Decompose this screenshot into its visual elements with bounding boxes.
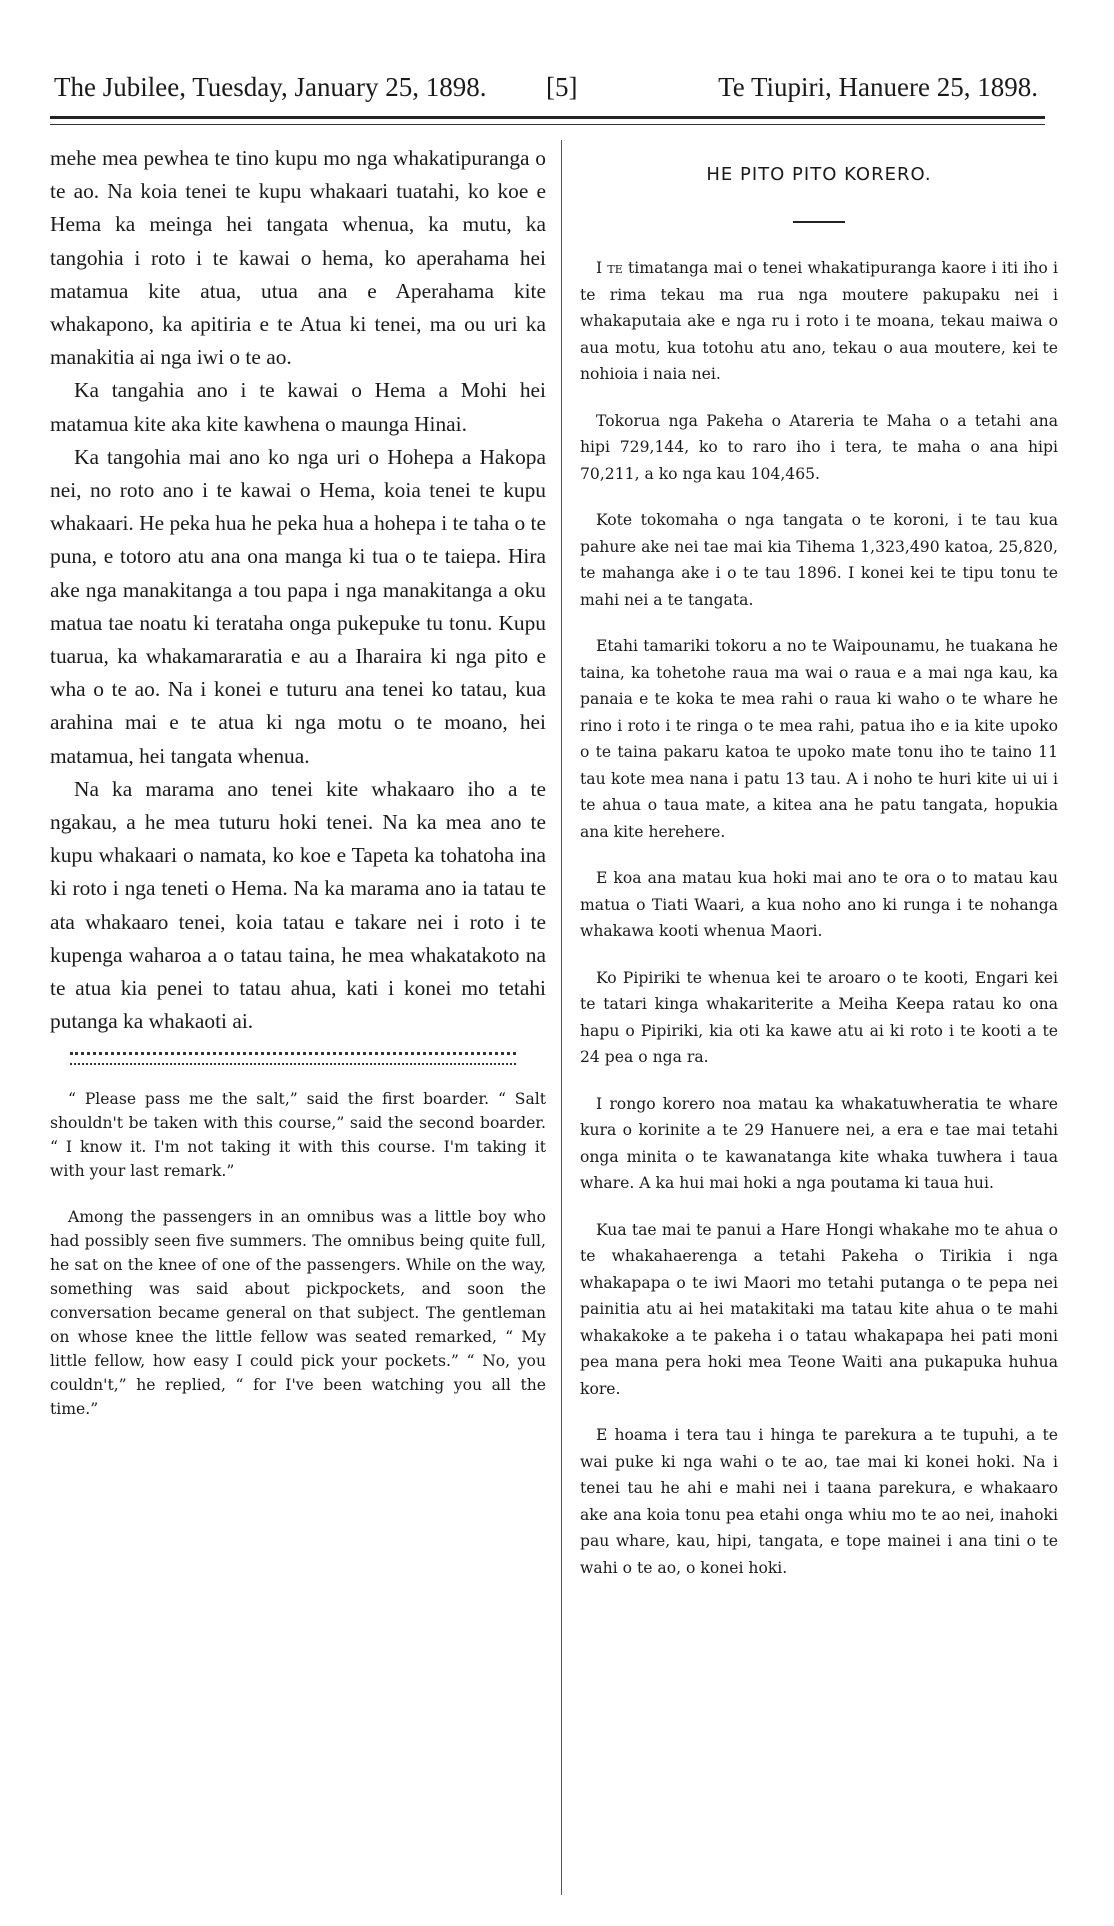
header-rule-thick [50, 116, 1045, 119]
page-header [40, 62, 1050, 112]
anecdote-omnibus [50, 1205, 546, 1421]
news-item: Ko Pipiriki te whenua kei te aroaro o te kooti, Engari kei te tatari kinga whakariterite a Meiha Keepa ratau ko ona hapu o Pipiriki, kia oti ka kawe atu ai ki roto i te kooti a te 24 pea o nga ra. [580, 968, 1058, 1066]
article-paragraph: Ka tangahia ano i te kawai o Hema a Mohi hei matamua kite aka kite kawhena o maunga Hinai. [50, 378, 546, 436]
column-divider [561, 140, 562, 1895]
news-item-lead: I te [596, 259, 623, 277]
news-items [580, 255, 1058, 1581]
news-item [580, 255, 1058, 388]
news-item-text: timatanga mai o tenei whakatipuranga kaore i iti iho i te rima tekau ma rua nga moutere pakupaku nei i whakaputaia ake e nga ru i roto i te moana, tekau maiwa o aua motu, kua totohu atu ano, tekau o aua moutere, kei te nohioia i naia nei. [580, 259, 1058, 383]
ornamental-divider [70, 1052, 516, 1065]
anecdote-salt [50, 1087, 546, 1183]
anecdote-paragraph: Among the passengers in an omnibus was a little boy who had possibly seen five summers. The omnibus being quite full, he sat on the knee of one of the passengers. While on the way, something was said about pickpockets, and soon the conversation became general on that subject. The gentleman on whose knee the little fellow was seated remarked, “ My little fellow, how easy I could pick your pockets.” “ No, you couldn't,” he replied, “ for I've been watching you all the time.” [50, 1208, 546, 1419]
article-continuation [50, 142, 546, 1038]
article-paragraph: Ka tangohia mai ano ko nga uri o Hohepa a Hakopa nei, no roto ano i te kawai o Hema, koia tenei te kupu whakaari. He peka hua he peka hua a hohepa i te taha o te puna, e totoro atu ana ona manga ki tua o te taiepa. Hira ake nga manakitanga a tou papa i nga manakitanga a oku matua tae noatu ki terataha onga pukepuke tu tonu. Kupu tuarua, ka whakamararatia e au a Iharaira ki nga pito e wha o te ao. Na i konei e tuturu ana tenei ko tatau, kua arahina mai e te atua ki nga motu o te moano, hei matamua, hei tangata whenua. [50, 444, 546, 768]
news-item: Kote tokomaha o nga tangata o te koroni, i te tau kua pahure ake nei tae mai kia Tihema 1,323,490 katoa, 25,820, te mahanga ake i o te tau 1896. I konei kei te tipu tonu te mahi nei a te tangata. [580, 511, 1058, 609]
anecdote-paragraph: “ Please pass me the salt,” said the first boarder. “ Salt shouldn't be taken with this course,” said the second boarder. “ I know it. I'm not taking it with this course. I'm taking it with your last remark.” [50, 1090, 546, 1181]
news-item: Etahi tamariki tokoru a no te Waipounamu, he tuakana he taina, ka tohetohe raua ma wai o raua e a mai nga kau, ka panaia e te koka te mea rahi o raua ki waho o te whare he rino i roto i te ringa o te mea rahi, patua iho e ia kite upoko o te taina pakaru katoa te upoko mate tonu iho te taino 11 tau kote mea nana i patu 13 tau. A i noho te huri kite ui ui i te ahua o taua mate, a kitea ana he patu tangata, hopukia ana kite herehere. [580, 637, 1058, 841]
news-item: I rongo korero noa matau ka whakatuwheratia te whare kura o korinite a te 29 Hanuere nei, a era e tae mai tetahi onga minita o te kawanatanga kite whaka tuwhera i taua whare. A ka hui mai hoki a nga poutama ki taua hui. [580, 1094, 1058, 1192]
article-paragraph: mehe mea pewhea te tino kupu mo nga whakatipuranga o te ao. Na koia tenei te kupu whakaari tuatahi, ko koe e Hema ka meinga hei tangata whenua, ka mutu, ka tangohia i roto i te kawai o hema, ko aperahama hei matamua kite atua, utua ana e Aperahama kite whakapono, ka apitiria e te Atua ki tenei, ma ou uri ka manakitia ai nga iwi o te ao. [50, 146, 546, 370]
header-rule-thin [50, 124, 1045, 125]
header-date-maori: Te Tiupiri, Hanuere 25, 1898. [718, 72, 1038, 102]
left-column [50, 142, 546, 1443]
article-paragraph: Na ka marama ano tenei kite whakaaro iho a te ngakau, a he mea tuturu hoki tenei. Na ka mea ano te kupu whakaari o namata, ko koe e Tapeta ka tohatoha ina ki roto i nga teneti o Hema. Na ka marama ano ia tatau te ata whakaaro tenei, koia tatau e takare nei i roto i te kupenga waharoa a o tatau taina, he mea whakatakoto na te atua kia penei to tatau ahua, kati i konei mo tetahi putanga ka whakaoti ai. [50, 776, 546, 1034]
news-item: E hoama i tera tau i hinga te parekura a te tupuhi, a te wai puke ki nga wahi o te ao, tae mai ki konei hoki. Na i tenei tau he ahi e mahi nei i taana parekura, e whakaaro ake ana koia tonu pea etahi onga whiu mo te ao nei, inahoki pau whare, kau, hipi, tangata, e tope mainei i ana tini o te wahi o te ao, o konei hoki. [580, 1426, 1058, 1577]
right-column [580, 142, 1058, 1601]
news-item: Tokorua nga Pakeha o Atareria te Maha o a tetahi ana hipi 729,144, ko to raro iho i tera, te maha o ana hipi 70,211, a ko nga kau 104,465. [580, 411, 1058, 483]
news-item: E koa ana matau kua hoki mai ano te ora o to matau kau matua o Tiati Waari, a kua noho ano ki runga i te nohanga whakawa kooti whenua Maori. [580, 869, 1058, 940]
title-rule [793, 221, 845, 223]
section-title: HE PITO PITO KORERO. [706, 164, 932, 185]
page-number: [5] [546, 72, 578, 102]
header-date-english: The Jubilee, Tuesday, January 25, 1898. [54, 72, 487, 102]
news-item: Kua tae mai te panui a Hare Hongi whakahe mo te ahua o te whakahaerenga a tetahi Pakeha o Tirikia i nga whakapapa o te iwi Maori mo tetahi putanga o te pepa nei painitia atu ai hei matakitaki ma tatau kite ahua o te mahi whakakoke a te pakeha i o tatau whakapapa hei pati moni pea mana pera hoki mea Teone Waiti ana pukapuka huhua kore. [580, 1220, 1058, 1398]
